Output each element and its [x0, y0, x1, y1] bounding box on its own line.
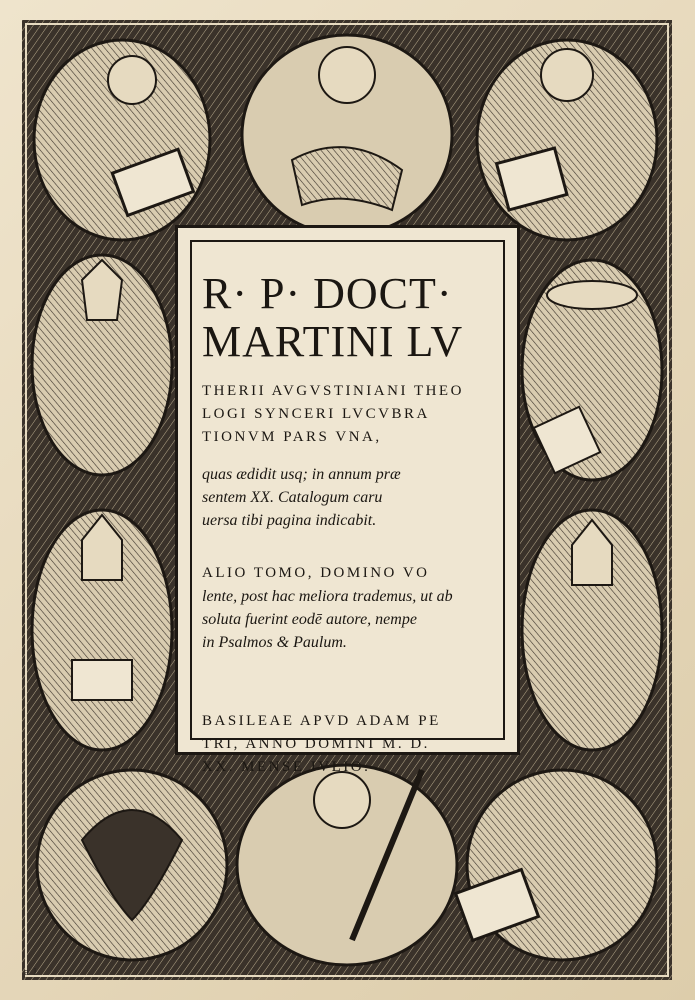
lion-medallion-top-right [477, 40, 657, 240]
notice-line-2: lente, post hac meliora trademus, ut ab [202, 588, 453, 605]
title-panel-inner [190, 240, 505, 775]
margin-mark: a 1 [24, 968, 38, 978]
subtitle-line-1: THERII AVGVSTINIANI THEO [202, 383, 464, 399]
saint-medallion-top-center [242, 35, 452, 235]
cardinal-medallion-right [522, 260, 662, 480]
imprint-line-1: BASILEAE APVD ADAM PE [202, 713, 441, 729]
bishop-medallion-right [522, 510, 662, 750]
title-panel [175, 225, 520, 775]
notice-line-4: in Psalmos & Paulum. [202, 634, 347, 651]
title-line-1: R· P· DOCT· [202, 269, 453, 318]
description-line-1: quas ædidit usq; in annum præ [202, 466, 401, 483]
saint-paul-medallion-bottom-center [237, 765, 457, 965]
angel-medallion-top-left [34, 40, 210, 240]
title-line-2: MARTINI LV [202, 317, 464, 366]
imprint-line-3: XX. MENSE IVLIO. [202, 759, 371, 775]
subtitle-line-2: LOGI SYNCERI LVCVBRA [202, 406, 430, 422]
notice-line-1: ALIO TOMO, DOMINO VO [202, 565, 430, 581]
bishop-medallion-left [32, 510, 172, 750]
subtitle-line-3: TIONVM PARS VNA, [202, 429, 382, 445]
eagle-medallion-bottom-left [37, 770, 227, 960]
notice-line-3: soluta fuerint eodē autore, nempe [202, 611, 417, 628]
description-line-2: sentem XX. Catalogum caru [202, 489, 383, 506]
imprint-line-2: TRI, ANNO DOMINI M. D. [202, 736, 430, 752]
description-line-3: uersa tibi pagina indicabit. [202, 512, 377, 529]
pope-medallion-left [32, 255, 172, 475]
